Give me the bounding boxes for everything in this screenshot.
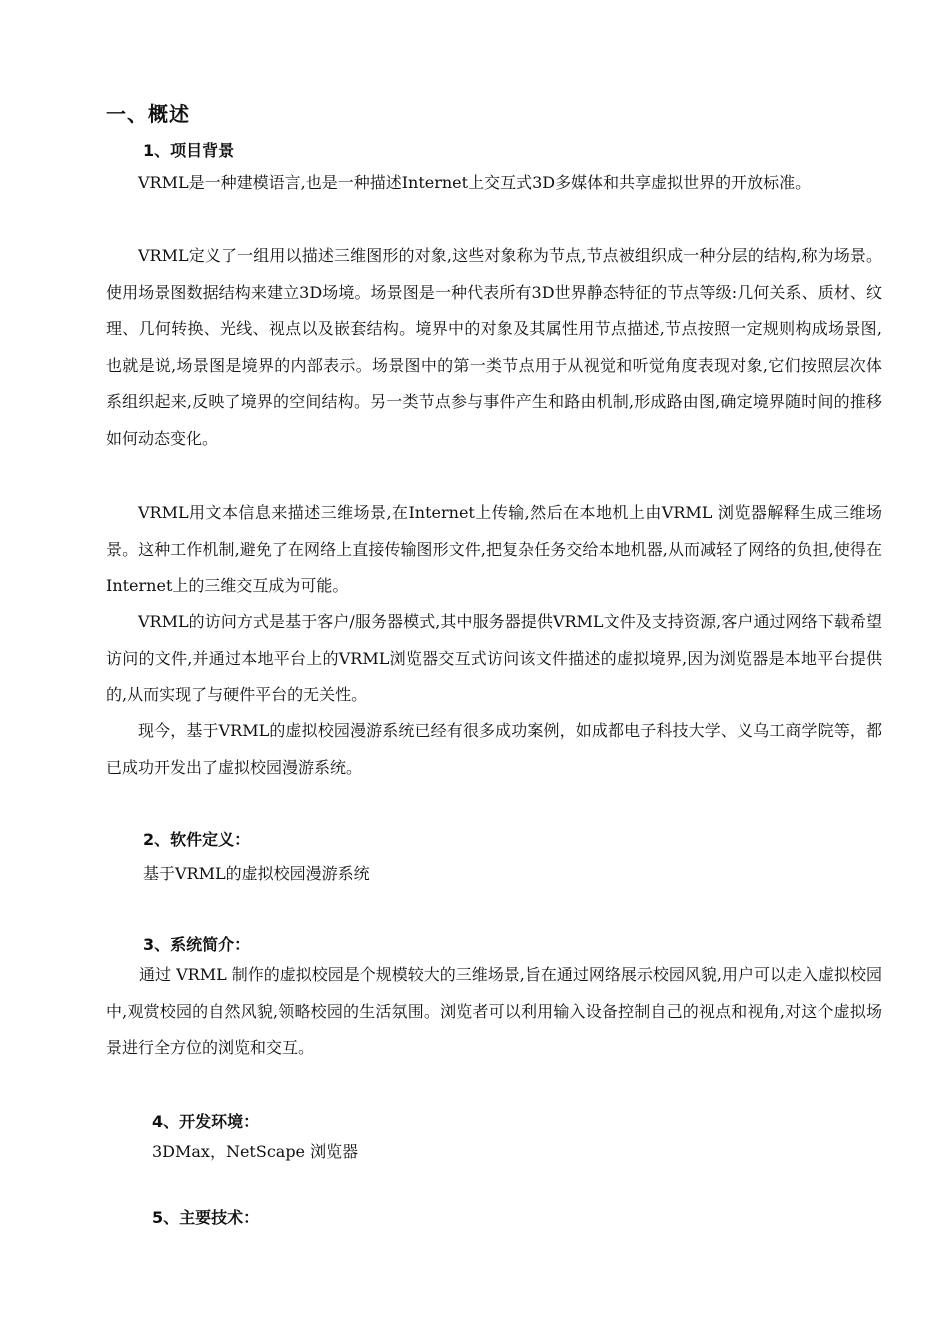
paragraph-vrml-cases: 现今，基于VRML的虚拟校园漫游系统已经有很多成功案例，如成都电子科技大学、义乌工商学院等，都已成功开发出了虚拟校园漫游系统。 bbox=[106, 721, 882, 777]
section-title-system-intro: 3、系统简介： bbox=[143, 935, 251, 954]
section-title-software-definition: 2、软件定义： bbox=[143, 830, 251, 849]
section-title-background: 1、项目背景 bbox=[143, 141, 235, 160]
dev-environment-text: 3DMax，NetScape 浏览器 bbox=[152, 1142, 359, 1161]
paragraph-vrml-transmission: VRML用文本信息来描述三维场景,在Internet上传输,然后在本地机上由VRML 浏览器解释生成三维场景。这种工作机制,避免了在网络上直接传输图形文件,把复杂任务交给本地机器,从而减轻了网络的负担,使得在Internet上的三维交互成为可能。 bbox=[106, 503, 882, 595]
paragraph-vrml-definition: VRML是一种建模语言,也是一种描述Internet上交互式3D多媒体和共享虚拟世界的开放标准。 bbox=[138, 173, 812, 192]
paragraph-vrml-nodes: VRML定义了一组用以描述三维图形的对象,这些对象称为节点,节点被组织成一种分层的结构,称为场景。使用场景图数据结构来建立3D场境。场景图是一种代表所有3D世界静态特征的节点等级:几何关系、质材、纹理、几何转换、光线、视点以及嵌套结构。境界中的对象及其属性用节点描述,节点按照一定规则构成场景图,也就是说,场景图是境界的内部表示。场景图中的第一类节点用于从视觉和听觉角度表现对象,它们按照层次体系组织起来,反映了境界的空间结构。另一类节点参与事件产生和路由机制,形成路由图,确定境界随时间的推移如何动态变化。 bbox=[106, 246, 882, 448]
paragraph-vrml-access: VRML的访问方式是基于客户/服务器模式,其中服务器提供VRML文件及支持资源,客户通过网络下载希望访问的文件,并通过本地平台上的VRML浏览器交互式访问该文件描述的虚拟境界,因为浏览器是本地平台提供的,从而实现了与硬件平台的无关性。 bbox=[106, 612, 882, 704]
section-title-dev-environment: 4、开发环境： bbox=[152, 1112, 260, 1131]
software-definition-text: 基于VRML的虚拟校园漫游系统 bbox=[143, 864, 370, 883]
section-title-main-technology: 5、主要技术： bbox=[152, 1208, 260, 1227]
system-intro-text: 通过 VRML 制作的虚拟校园是个规模较大的三维场景,旨在通过网络展示校园风貌,用户可以走入虚拟校园中,观赏校园的自然风貌,领略校园的生活氛围。浏览者可以利用输入设备控制自己的视点和视角,对这个虚拟场景进行全方位的浏览和交互。 bbox=[106, 965, 882, 1057]
chapter-heading: 一、概述 bbox=[106, 102, 190, 126]
